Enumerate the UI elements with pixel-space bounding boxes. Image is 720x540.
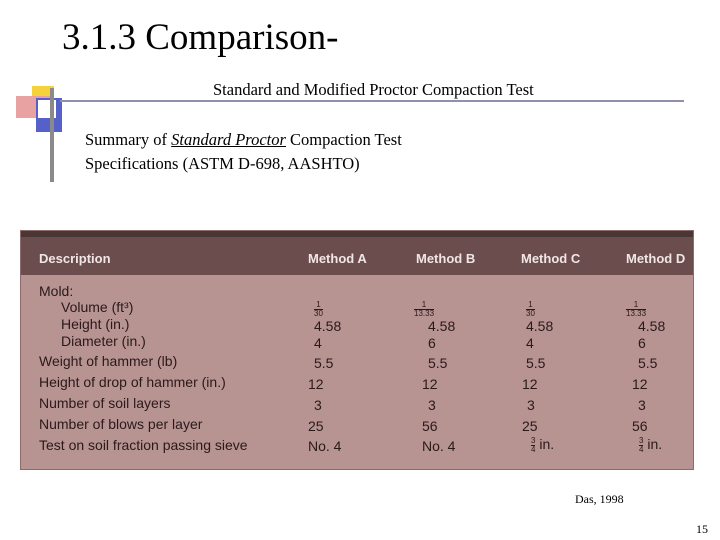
title-divider	[60, 100, 684, 102]
cell-blows-a: 25	[308, 418, 324, 434]
cell-blows-b: 56	[422, 418, 438, 434]
cell-layers-b: 3	[428, 397, 436, 413]
header-description: Description	[39, 251, 111, 266]
cell-height-d: 4.58	[638, 318, 666, 334]
cell-height-b: 4.58	[428, 318, 456, 334]
row-label-drop: Height of drop of hammer (in.)	[39, 374, 226, 390]
header-method-a: Method A	[308, 251, 367, 266]
cell-volume-a: $\frac{1}{30}$	[314, 300, 323, 318]
cell-volume-b: $\frac{1}{13.33}$	[414, 300, 435, 318]
cell-hammer-c: 5.5	[526, 355, 546, 371]
decorative-bullet-graphic	[16, 82, 66, 182]
slide-title: 3.1.3 Comparison-	[62, 17, 339, 58]
cell-volume-c: $\frac{1}{30}$	[526, 300, 535, 318]
summary-line-1	[85, 128, 402, 152]
slide-subtitle: Standard and Modified Proctor Compaction Test	[213, 80, 534, 99]
row-label-hammer: Weight of hammer (lb)	[39, 353, 178, 369]
row-label-mold: Mold:	[39, 283, 74, 299]
summary-line-2: Specifications (ASTM D-698, AASHTO)	[85, 154, 360, 173]
cell-hammer-b: 5.5	[428, 355, 448, 371]
row-label-height: Height (in.)	[61, 316, 130, 332]
cell-hammer-d: 5.5	[638, 355, 658, 371]
header-method-b: Method B	[416, 251, 476, 266]
deco-vertical-bar	[50, 88, 54, 182]
cell-height-c: 4.58	[526, 318, 554, 334]
row-label-layers: Number of soil layers	[39, 395, 171, 411]
cell-volume-d: $\frac{1}{13.33}$	[626, 300, 647, 318]
cell-sieve-b: No. 4	[422, 438, 456, 454]
header-method-c: Method C	[521, 251, 581, 266]
specification-table-image	[20, 230, 694, 470]
table-header-row	[21, 231, 693, 275]
cell-hammer-a: 5.5	[314, 355, 334, 371]
summary-underlined-term: Standard Proctor	[171, 130, 286, 149]
cell-diameter-a: 4	[314, 335, 322, 351]
cell-drop-b: 12	[422, 376, 438, 392]
cell-sieve-a: No. 4	[308, 438, 342, 454]
header-method-d: Method D	[626, 251, 686, 266]
cell-blows-c: 25	[522, 418, 538, 434]
cell-layers-a: 3	[314, 397, 322, 413]
summary-suffix: Compaction Test	[285, 130, 402, 149]
cell-drop-a: 12	[308, 376, 324, 392]
cell-drop-c: 12	[522, 376, 538, 392]
source-citation: Das, 1998	[575, 492, 624, 506]
row-label-blows: Number of blows per layer	[39, 416, 203, 432]
cell-diameter-c: 4	[526, 335, 534, 351]
cell-blows-d: 56	[632, 418, 648, 434]
row-label-sieve: Test on soil fraction passing sieve	[39, 437, 248, 453]
cell-sieve-c: $\frac{3}{4}$ in.	[531, 435, 555, 454]
cell-diameter-d: 6	[638, 335, 646, 351]
cell-height-a: 4.58	[314, 318, 342, 334]
cell-sieve-d: $\frac{3}{4}$ in.	[639, 435, 663, 454]
cell-layers-d: 3	[638, 397, 646, 413]
cell-layers-c: 3	[527, 397, 535, 413]
row-label-diameter: Diameter (in.)	[61, 333, 146, 349]
summary-prefix: Summary of	[85, 130, 172, 149]
page-number: 15	[696, 522, 708, 536]
cell-drop-d: 12	[632, 376, 648, 392]
cell-diameter-b: 6	[428, 335, 436, 351]
row-label-volume: Volume (ft³)	[61, 299, 134, 315]
summary-text	[85, 128, 402, 176]
